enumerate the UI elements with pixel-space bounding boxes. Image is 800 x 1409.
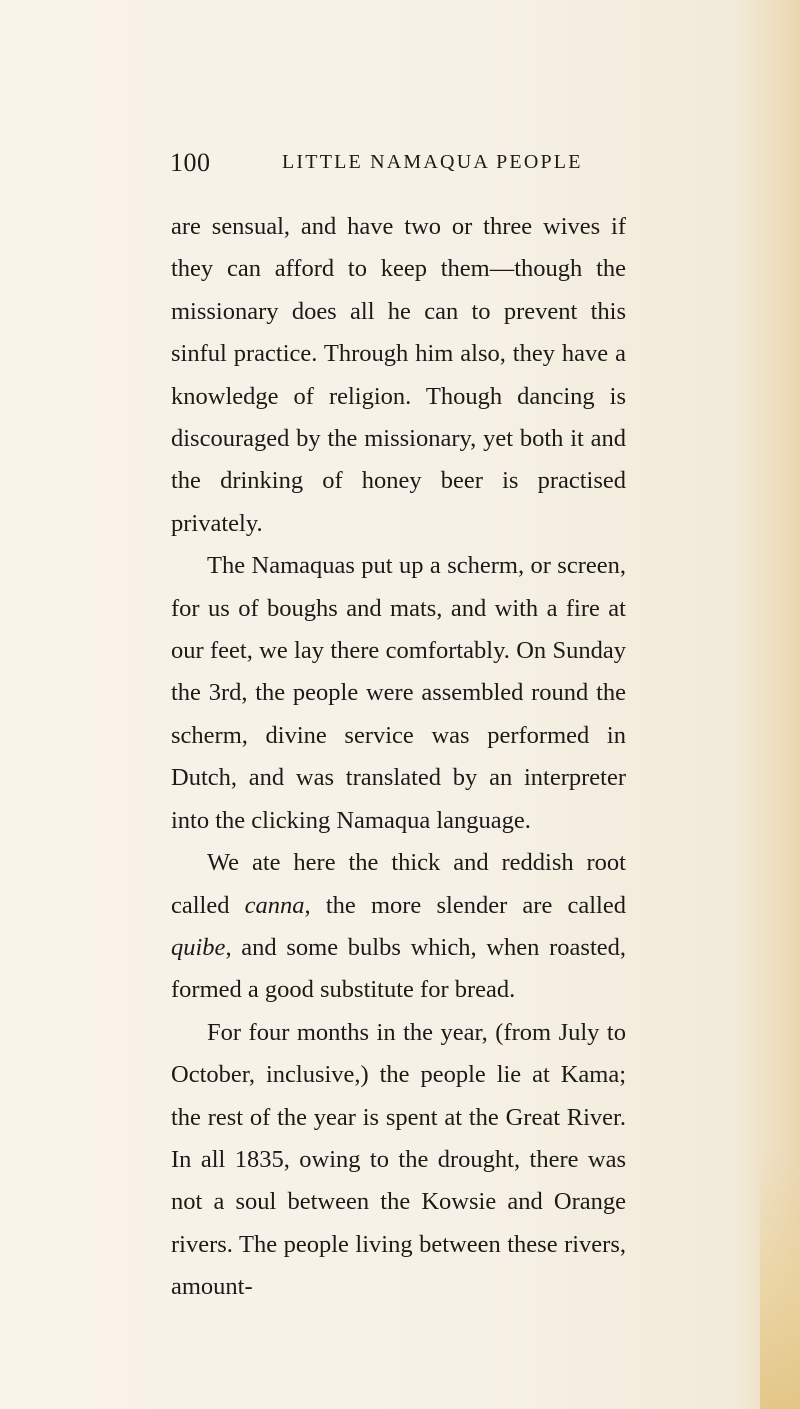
paragraph-2: The Namaquas put up a scherm, or screen, for us of boughs and mats, and with a fire at our feet, we lay there comfortably. On Sunday the 3rd, the people were assembled round the scherm, divine service was performed in Dutch, and was translated by an interpreter into the clicking Namaqua language. <box>171 552 626 834</box>
paragraph-4: For four months in the year, (from July to October, inclusive,) the people lie at Kama; the rest of the year is spent at the Great River. In all 1835, owing to the drought, there was not a soul between the Kowsie and Orange rivers. The people living between these rivers, amount- <box>171 1018 626 1301</box>
page-edge-stain <box>760 1150 800 1409</box>
paragraph-3-text-before: We ate here the thick and reddish root called <box>171 849 626 919</box>
running-title: LITTLE NAMAQUA PEOPLE <box>282 151 583 173</box>
term-quibe: quibe <box>171 933 226 961</box>
term-canna: canna <box>244 891 305 919</box>
paragraph-1: are sensual, and have two or three wives if they can afford to keep them—though the missionary does all he can to prevent this sinful practice. Through him also, they have a knowledge of religion. Though dancing is discouraged by the missionary, yet both it and the drinking of honey beer is practised privately. <box>171 213 626 537</box>
paragraph-3 <box>171 842 626 1012</box>
page-number: 100 <box>170 148 211 177</box>
page-header <box>170 148 630 184</box>
paragraph-3-text-after: , and some bulbs which, when roasted, formed a good substitute for bread. <box>171 933 626 1004</box>
paragraph-3-text-middle: , the more slender are called <box>304 891 626 919</box>
body-text <box>171 206 626 1309</box>
